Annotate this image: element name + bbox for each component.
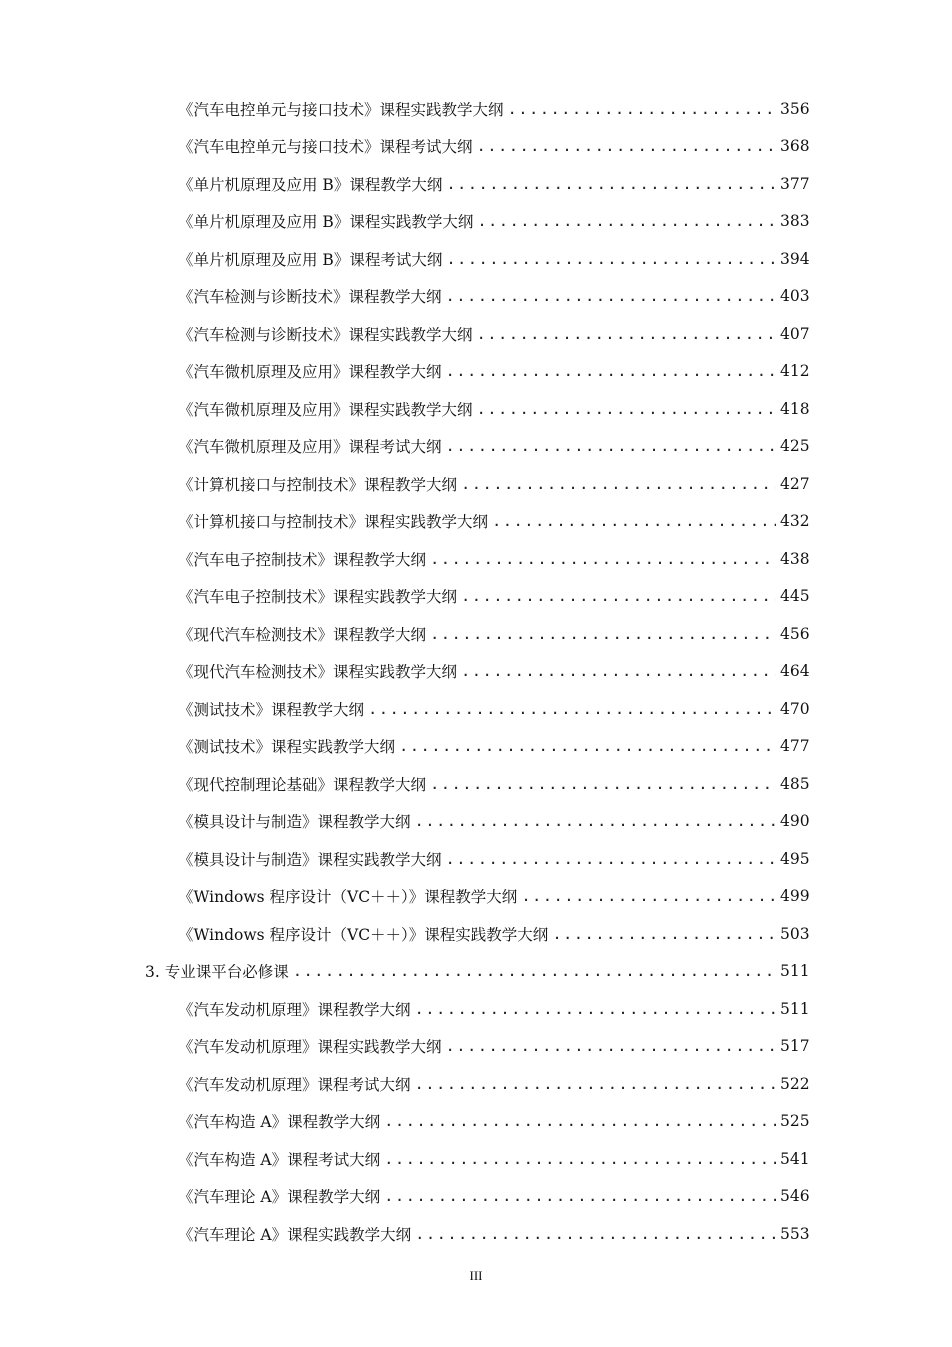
toc-entry[interactable] (0, 465, 952, 503)
toc-dot-leader (446, 175, 776, 193)
toc-entry-title: 《模具设计与制造》课程教学大纲 (178, 813, 411, 832)
toc-entry[interactable] (0, 428, 952, 466)
toc-entry[interactable] (0, 690, 952, 728)
toc-dot-leader (415, 812, 776, 830)
toc-entry[interactable] (0, 353, 952, 391)
toc-dot-leader (415, 1225, 776, 1243)
toc-entry-title: 《汽车理论 A》课程教学大纲 (178, 1188, 381, 1207)
toc-entry-page: 438 (780, 549, 810, 568)
toc-entry-page: 356 (780, 99, 810, 118)
toc-entry-page: 525 (780, 1112, 810, 1131)
toc-entry[interactable] (0, 728, 952, 766)
toc-entry-title: 3. 专业课平台必修课 (145, 963, 289, 982)
toc-entry-page: 511 (780, 999, 810, 1018)
toc-dot-leader (415, 1000, 776, 1018)
toc-dot-leader (430, 775, 776, 793)
toc-entry[interactable] (0, 1178, 952, 1216)
toc-entry-title: 《汽车发动机原理》课程教学大纲 (178, 1000, 411, 1019)
toc-entry[interactable] (0, 578, 952, 616)
toc-dot-leader (477, 137, 776, 155)
toc-entry-title: 《单片机原理及应用 B》课程考试大纲 (178, 250, 443, 269)
toc-dot-leader (430, 625, 776, 643)
toc-dot-leader (446, 287, 776, 305)
toc-dot-leader (368, 700, 776, 718)
toc-dot-leader (552, 925, 776, 943)
toc-dot-leader (508, 100, 776, 118)
toc-entry-title: 《汽车检测与诊断技术》课程实践教学大纲 (178, 325, 473, 344)
toc-dot-leader (446, 250, 776, 268)
toc-dot-leader (399, 737, 776, 755)
toc-entry[interactable] (0, 1215, 952, 1253)
toc-entry-page: 517 (780, 1037, 810, 1056)
toc-entry-title: 《汽车理论 A》课程实践教学大纲 (178, 1225, 412, 1244)
toc-entry[interactable] (0, 1028, 952, 1066)
toc-entry-title: 《Windows 程序设计（VC＋＋）》课程教学大纲 (178, 888, 518, 907)
toc-dot-leader (521, 887, 776, 905)
toc-entry-page: 412 (780, 362, 810, 381)
toc-entry[interactable] (0, 915, 952, 953)
toc-entry-title: 《汽车电子控制技术》课程教学大纲 (178, 550, 427, 569)
toc-dot-leader (384, 1150, 776, 1168)
toc-entry-page: 522 (780, 1074, 810, 1093)
toc-entry-page: 499 (780, 887, 810, 906)
toc-entry-page: 425 (780, 437, 810, 456)
toc-entry-page: 368 (780, 137, 810, 156)
toc-entry-title: 《计算机接口与控制技术》课程教学大纲 (178, 475, 458, 494)
toc-entry[interactable] (0, 315, 952, 353)
toc-entry-title: 《汽车电控单元与接口技术》课程考试大纲 (178, 138, 473, 157)
toc-entry[interactable] (0, 1140, 952, 1178)
toc-entry-page: 477 (780, 737, 810, 756)
toc-entry[interactable] (0, 990, 952, 1028)
toc-dot-leader (446, 362, 776, 380)
toc-entry[interactable] (0, 240, 952, 278)
toc-entry-page: 490 (780, 812, 810, 831)
toc-entry-title: 《汽车检测与诊断技术》课程教学大纲 (178, 288, 442, 307)
toc-entry[interactable] (0, 278, 952, 316)
toc-entry-title: 《汽车电子控制技术》课程实践教学大纲 (178, 588, 458, 607)
toc-entry-page: 495 (780, 849, 810, 868)
toc-entry[interactable] (0, 953, 952, 991)
toc-entry-page: 485 (780, 774, 810, 793)
toc-entry-title: 《单片机原理及应用 B》课程教学大纲 (178, 175, 443, 194)
toc-entry-page: 503 (780, 924, 810, 943)
toc-entry[interactable] (0, 390, 952, 428)
toc-entry-page: 541 (780, 1149, 810, 1168)
toc-entry-title: 《汽车构造 A》课程考试大纲 (178, 1150, 381, 1169)
toc-entry[interactable] (0, 503, 952, 541)
toc-entry-page: 407 (780, 324, 810, 343)
toc-entry-title: 《汽车微机原理及应用》课程考试大纲 (178, 438, 442, 457)
toc-dot-leader (492, 512, 776, 530)
toc-entry-title: 《单片机原理及应用 B》课程实践教学大纲 (178, 213, 474, 232)
toc-entry-page: 456 (780, 624, 810, 643)
toc-entry-page: 464 (780, 662, 810, 681)
toc-entry-page: 427 (780, 474, 810, 493)
toc-dot-leader (461, 587, 776, 605)
toc-entry[interactable] (0, 128, 952, 166)
toc-entry-title: 《汽车发动机原理》课程实践教学大纲 (178, 1038, 442, 1057)
toc-entry[interactable] (0, 203, 952, 241)
toc-entry-title: 《汽车微机原理及应用》课程实践教学大纲 (178, 400, 473, 419)
toc-entry-page: 546 (780, 1187, 810, 1206)
table-of-contents (0, 90, 952, 1253)
toc-dot-leader (461, 662, 776, 680)
toc-entry-title: 《汽车微机原理及应用》课程教学大纲 (178, 363, 442, 382)
toc-entry[interactable] (0, 1103, 952, 1141)
toc-entry[interactable] (0, 653, 952, 691)
toc-entry[interactable] (0, 840, 952, 878)
toc-entry-title: 《Windows 程序设计（VC＋＋）》课程实践教学大纲 (178, 925, 549, 944)
toc-entry-title: 《模具设计与制造》课程实践教学大纲 (178, 850, 442, 869)
toc-dot-leader (477, 212, 776, 230)
toc-entry-title: 《汽车构造 A》课程教学大纲 (178, 1113, 381, 1132)
toc-entry-page: 394 (780, 249, 810, 268)
toc-dot-leader (477, 400, 776, 418)
toc-dot-leader (384, 1112, 776, 1130)
toc-dot-leader (446, 850, 776, 868)
toc-entry-title: 《测试技术》课程教学大纲 (178, 700, 365, 719)
toc-entry[interactable] (0, 615, 952, 653)
toc-entry[interactable] (0, 90, 952, 128)
toc-entry-title: 《现代控制理论基础》课程教学大纲 (178, 775, 427, 794)
toc-dot-leader (415, 1075, 776, 1093)
toc-entry-page: 445 (780, 587, 810, 606)
toc-entry-page: 383 (780, 212, 810, 231)
toc-dot-leader (384, 1187, 776, 1205)
toc-entry-page: 432 (780, 512, 810, 531)
toc-entry-title: 《现代汽车检测技术》课程教学大纲 (178, 625, 427, 644)
toc-dot-leader (446, 437, 776, 455)
toc-entry-page: 553 (780, 1224, 810, 1243)
toc-entry-page: 418 (780, 399, 810, 418)
toc-dot-leader (293, 962, 776, 980)
toc-dot-leader (446, 1037, 776, 1055)
toc-entry-page: 377 (780, 174, 810, 193)
toc-entry-title: 《计算机接口与控制技术》课程实践教学大纲 (178, 513, 489, 532)
toc-entry[interactable] (0, 878, 952, 916)
toc-entry-title: 《汽车发动机原理》课程考试大纲 (178, 1075, 411, 1094)
toc-dot-leader (477, 325, 776, 343)
toc-dot-leader (461, 475, 776, 493)
page-number: III (469, 1268, 483, 1283)
toc-entry-page: 403 (780, 287, 810, 306)
toc-dot-leader (430, 550, 776, 568)
toc-entry[interactable] (0, 540, 952, 578)
toc-entry-title: 《测试技术》课程实践教学大纲 (178, 738, 396, 757)
toc-entry-page: 511 (780, 962, 810, 981)
toc-entry[interactable] (0, 1065, 952, 1103)
toc-entry[interactable] (0, 765, 952, 803)
toc-entry-title: 《汽车电控单元与接口技术》课程实践教学大纲 (178, 100, 504, 119)
toc-entry-page: 470 (780, 699, 810, 718)
toc-entry[interactable] (0, 165, 952, 203)
toc-entry[interactable] (0, 803, 952, 841)
toc-entry-title: 《现代汽车检测技术》课程实践教学大纲 (178, 663, 458, 682)
